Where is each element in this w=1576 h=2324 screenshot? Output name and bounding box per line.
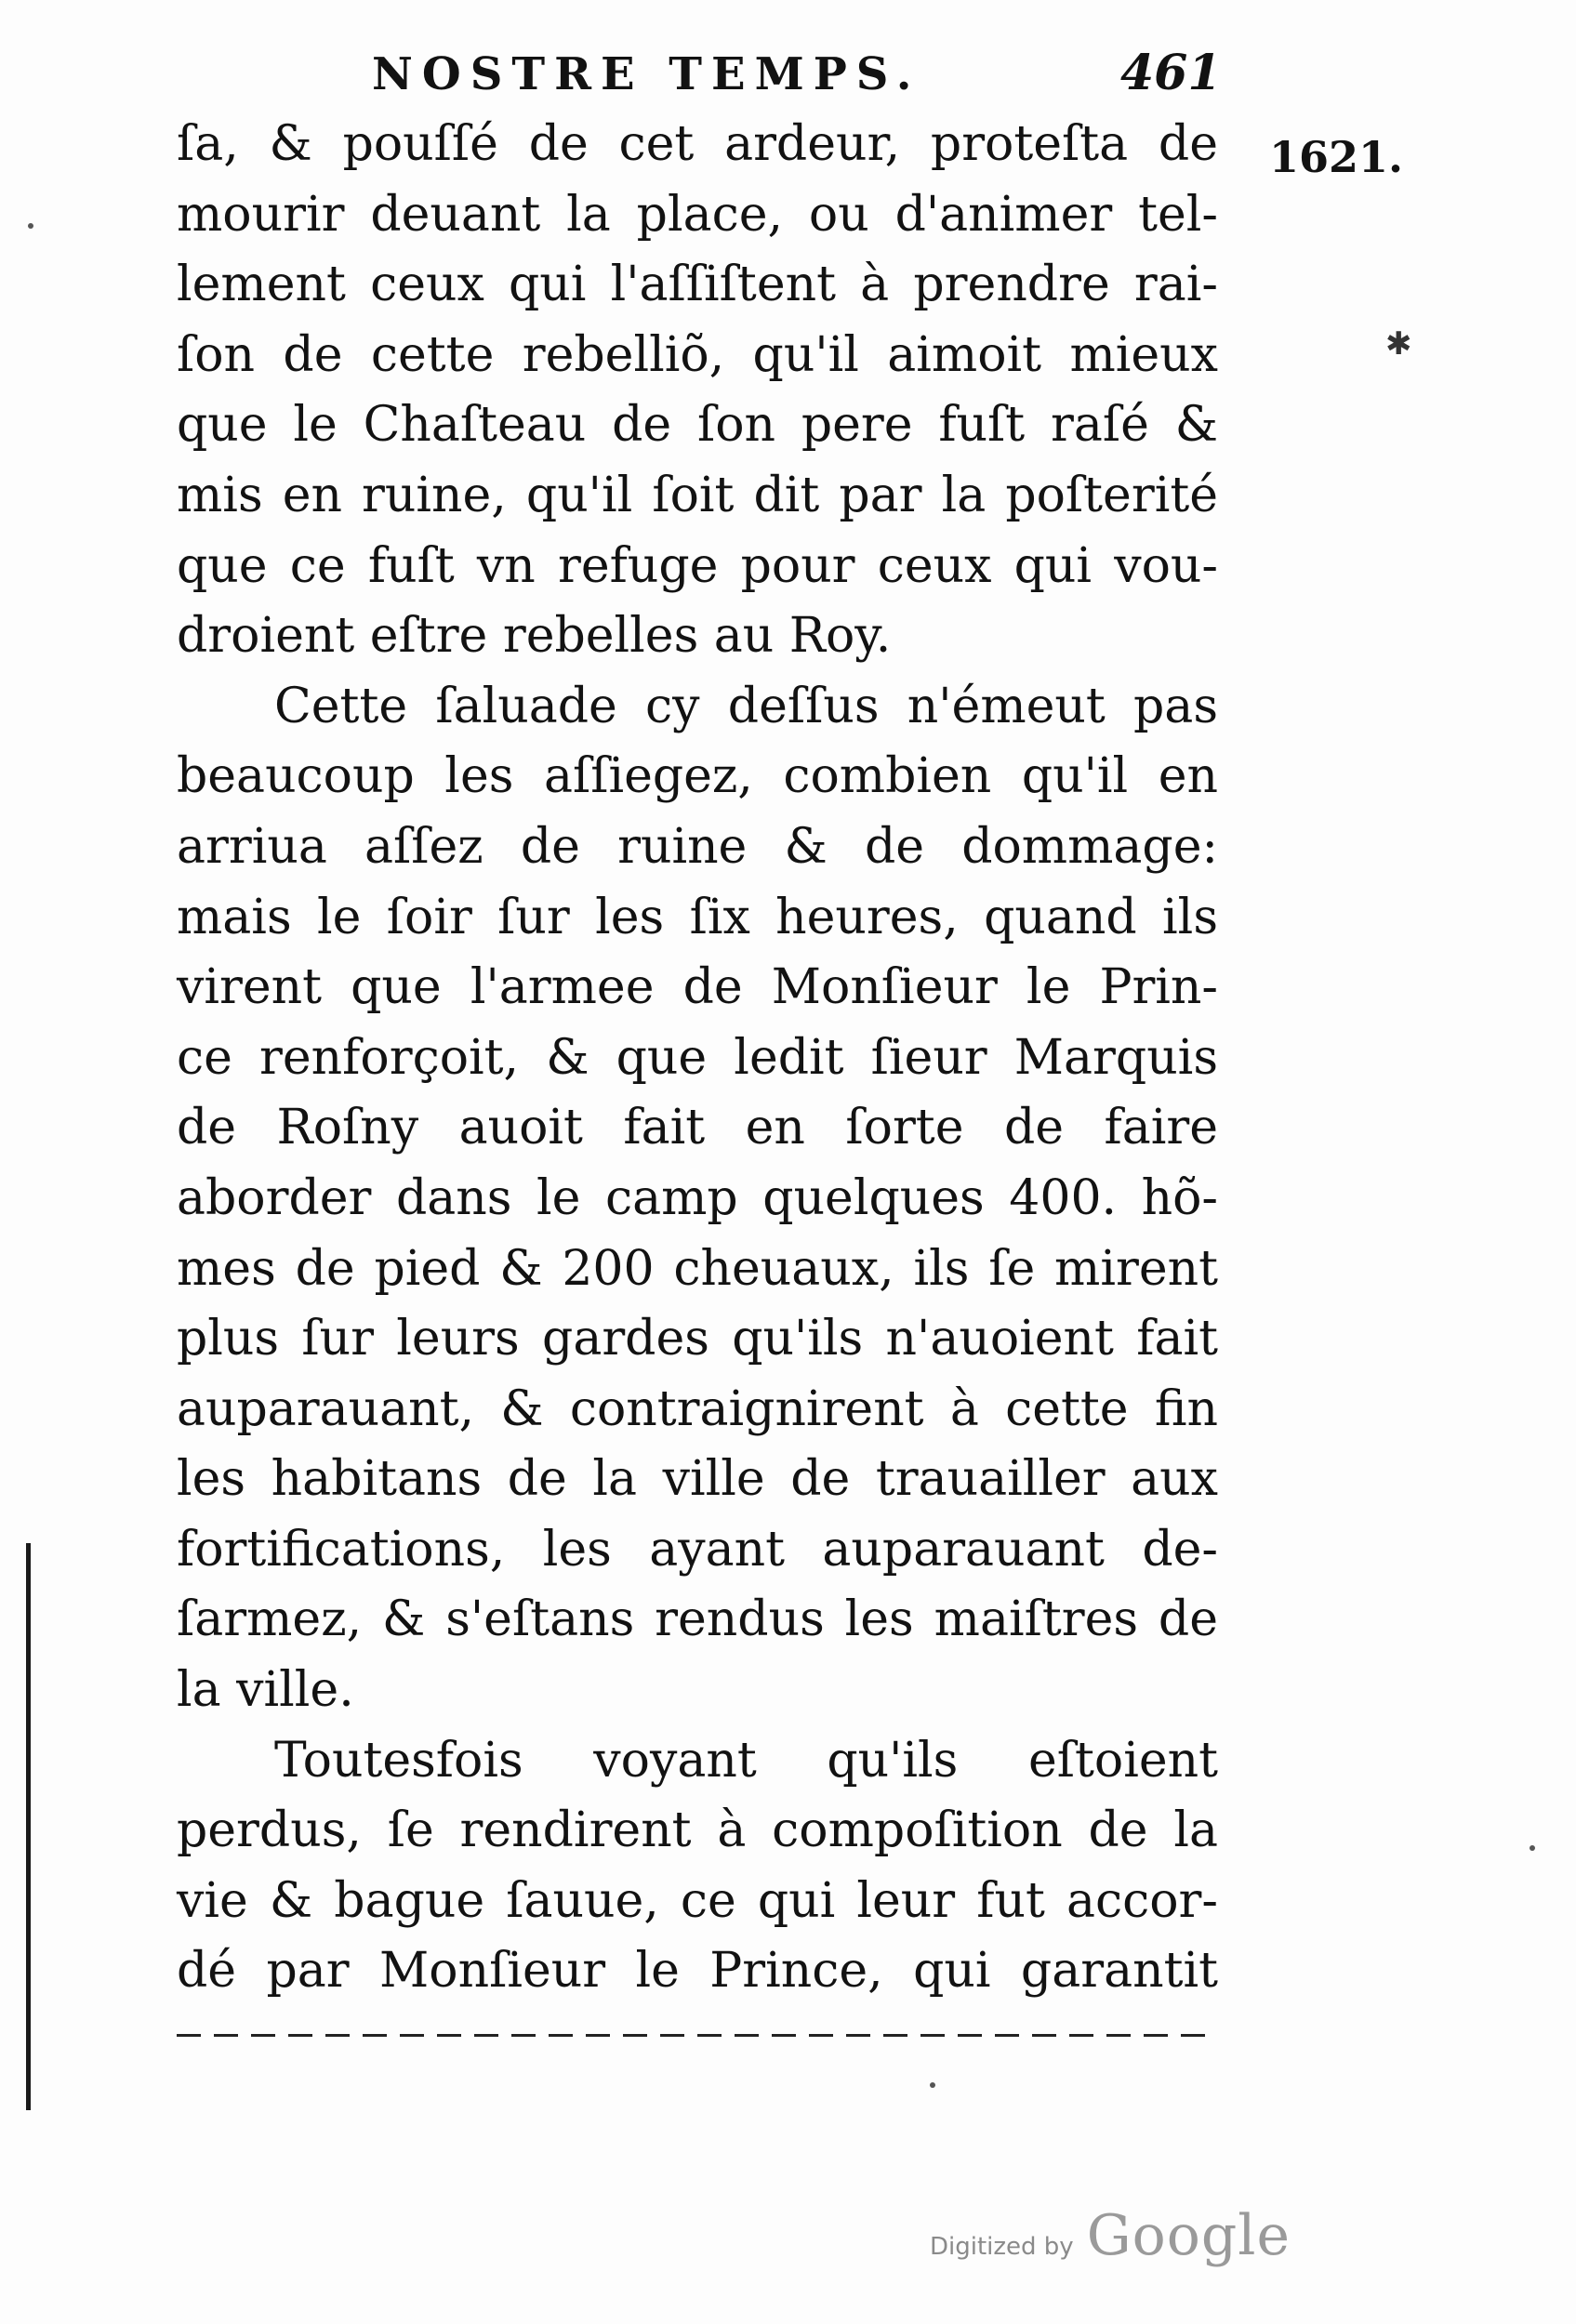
- text-line: que ce fuſt vn refuge pour ceux qui vou-: [177, 537, 1218, 594]
- google-logo: Google: [1086, 2203, 1291, 2268]
- text-line: mis en ruine, qu'il ſoit dit par la poſterité: [177, 467, 1218, 523]
- text-line: que le Chaſteau de ſon pere fuſt raſé &: [177, 397, 1218, 454]
- bottom-ink-rule: [177, 2034, 1218, 2037]
- text-line: ſa, & pouſſé de cet ardeur, proteſta de: [177, 116, 1218, 172]
- text-line: mourir deuant la place, ou d'animer tel-: [177, 186, 1218, 243]
- text-line: perdus, ſe rendirent à compoſition de la: [177, 1802, 1218, 1859]
- text-line: plus ſur leurs gardes qu'ils n'auoient fait: [177, 1311, 1218, 1367]
- text-line: mes de pied & 200 cheuaux, ils ſe mirent: [177, 1240, 1218, 1297]
- ink-mark: ✱: [1385, 325, 1412, 363]
- text-line: ſarmez, & s'eſtans rendus les maiſtres de: [177, 1591, 1218, 1648]
- text-line: vie & bague ſauue, ce qui leur fut accor-: [177, 1872, 1218, 1929]
- watermark-prefix: Digitized by: [930, 2233, 1074, 2261]
- paragraph-start-line: Toutesfois voyant qu'ils eſtoient: [274, 1732, 1218, 1789]
- text-line: mais le ſoir ſur les ſix heures, quand ils: [177, 889, 1218, 945]
- page-number: 461: [1120, 45, 1222, 101]
- text-line: virent que l'armee de Monſieur le Prin-: [177, 959, 1218, 1016]
- running-head: NOSTRE TEMPS.: [372, 48, 921, 100]
- margin-year-note: 1621.: [1269, 132, 1404, 182]
- ink-speck: [930, 2082, 935, 2088]
- text-line: dé par Monſieur le Prince, qui garantit: [177, 1943, 1218, 2000]
- text-line: ſon de cette rebelliõ, qu'il aimoit mieux: [177, 326, 1218, 383]
- text-line: aborder dans le camp quelques 400. hõ-: [177, 1169, 1218, 1226]
- body-text: [177, 110, 1218, 2007]
- text-line: les habitans de la ville de trauailler aux: [177, 1451, 1218, 1508]
- text-line: droient eſtre rebelles au Roy.: [177, 608, 892, 665]
- ink-speck: [28, 223, 33, 229]
- text-line: lement ceux qui l'aſſiſtent à prendre rai-: [177, 257, 1218, 313]
- text-line: fortifications, les ayant auparauant de-: [177, 1521, 1218, 1578]
- digitized-watermark: [930, 2203, 1291, 2268]
- text-line: auparauant, & contraignirent à cette fin: [177, 1380, 1218, 1437]
- paragraph-start-line: Cette ſaluade cy deſſus n'émeut pas: [274, 678, 1218, 734]
- text-line: arriua aſſez de ruine & de dommage:: [177, 818, 1218, 875]
- binding-edge-mark: [26, 1543, 31, 2110]
- text-line: la ville.: [177, 1662, 354, 1719]
- text-line: ce renforçoit, & que ledit ſieur Marquis: [177, 1029, 1218, 1086]
- text-line: de Roſny auoit fait en ſorte de faire: [177, 1100, 1218, 1156]
- text-line: beaucoup les aſſiegez, combien qu'il en: [177, 748, 1218, 805]
- ink-speck: [1530, 1845, 1535, 1851]
